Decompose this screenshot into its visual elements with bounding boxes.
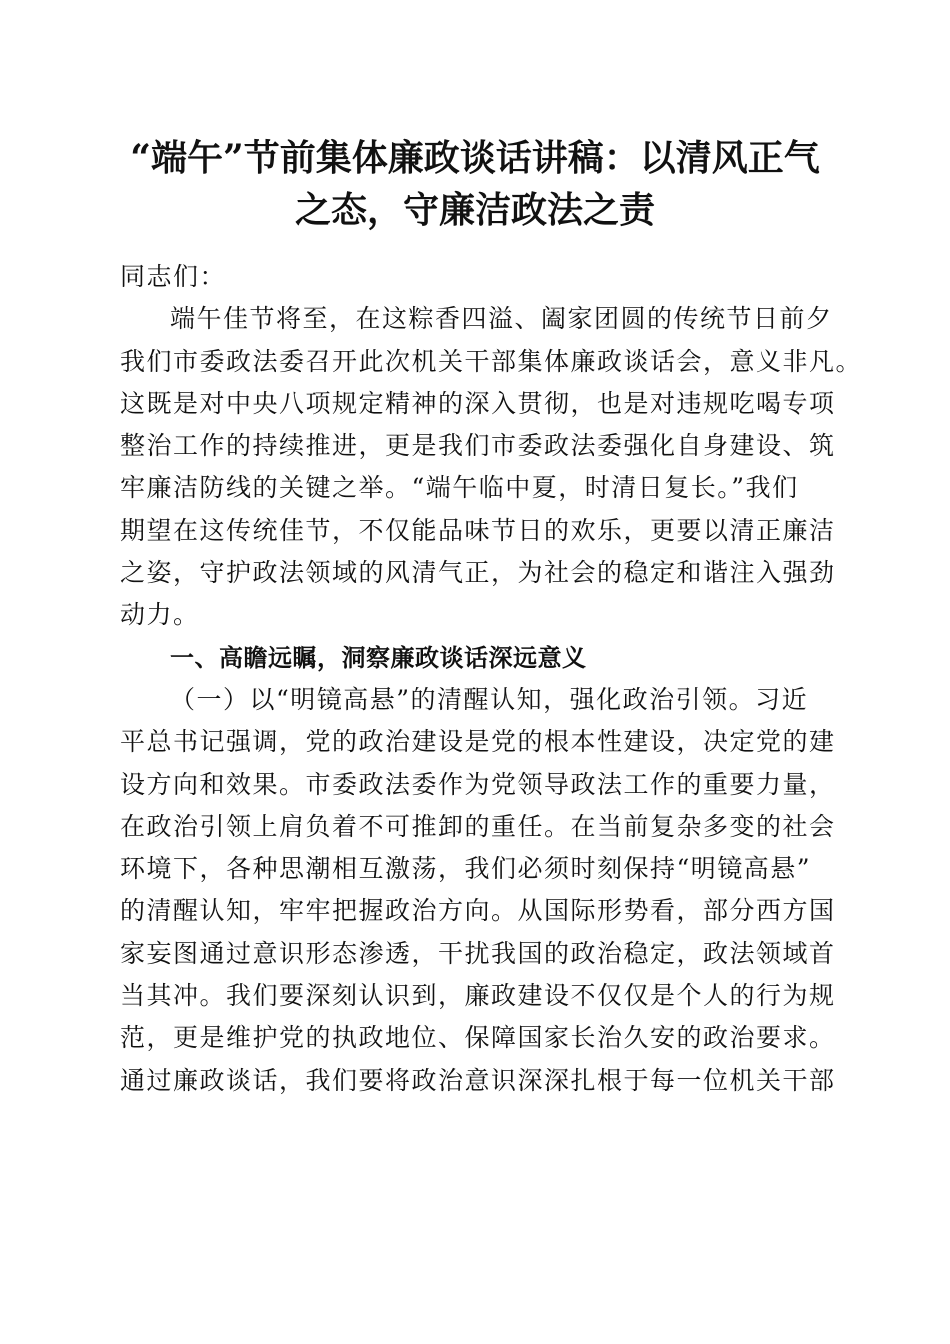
intro-line: 这既是对中央八项规定精神的深入贯彻，也是对违规吃喝专项	[120, 388, 836, 418]
document-body	[120, 256, 863, 1102]
section-line: 在政治引领上肩负着不可推卸的重任。在当前复杂多变的社会	[120, 811, 836, 841]
section-line: 平总书记强调，党的政治建设是党的根本性建设，决定党的建	[120, 727, 836, 757]
intro-line: 期望在这传统佳节，不仅能品味节日的欢乐，更要以清正廉洁	[120, 515, 836, 545]
section-line: 范，更是维护党的执政地位、保障国家长治久安的政治要求。	[120, 1023, 836, 1053]
section-line: 的清醒认知，牢牢把握政治方向。从国际形势看，部分西方国	[120, 896, 836, 926]
section-line: 家妄图通过意识形态渗透，干扰我国的政治稳定，政法领域首	[120, 938, 836, 968]
title-line-2: 之态，守廉洁政法之责	[294, 189, 655, 231]
section-line: 设方向和效果。市委政法委作为党领导政法工作的重要力量，	[120, 769, 836, 799]
section-line: 环境下，各种思潮相互激荡，我们必须时刻保持“明镜高悬”	[120, 854, 812, 884]
title-line-1: “端午”节前集体廉政谈话讲稿：以清风正气	[130, 137, 820, 179]
intro-line: 动力。	[120, 600, 200, 630]
intro-line: 我们市委政法委召开此次机关干部集体廉政谈话会，意义非凡。	[120, 346, 863, 376]
section-line: 通过廉政谈话，我们要将政治意识深深扎根于每一位机关干部	[120, 1065, 836, 1095]
intro-line: 整治工作的持续推进，更是我们市委政法委强化自身建设、筑	[120, 431, 836, 461]
section-line: 当其冲。我们要深刻认识到，廉政建设不仅仅是个人的行为规	[120, 981, 836, 1011]
salutation: 同志们：	[120, 262, 227, 291]
section-line: （一）以“明镜高悬”的清醒认知，强化政治引领。习近	[170, 684, 809, 714]
document-title	[100, 132, 850, 236]
intro-line: 之姿，守护政法领域的风清气正，为社会的稳定和谐注入强劲	[120, 558, 836, 588]
intro-line: 牢廉洁防线的关键之举。“端午临中夏，时清日复长。”我们	[120, 473, 799, 503]
section-heading: 一、高瞻远瞩，洞察廉政谈话深远意义	[170, 643, 587, 672]
intro-line: 端午佳节将至，在这粽香四溢、阖家团圆的传统节日前夕	[170, 304, 833, 334]
